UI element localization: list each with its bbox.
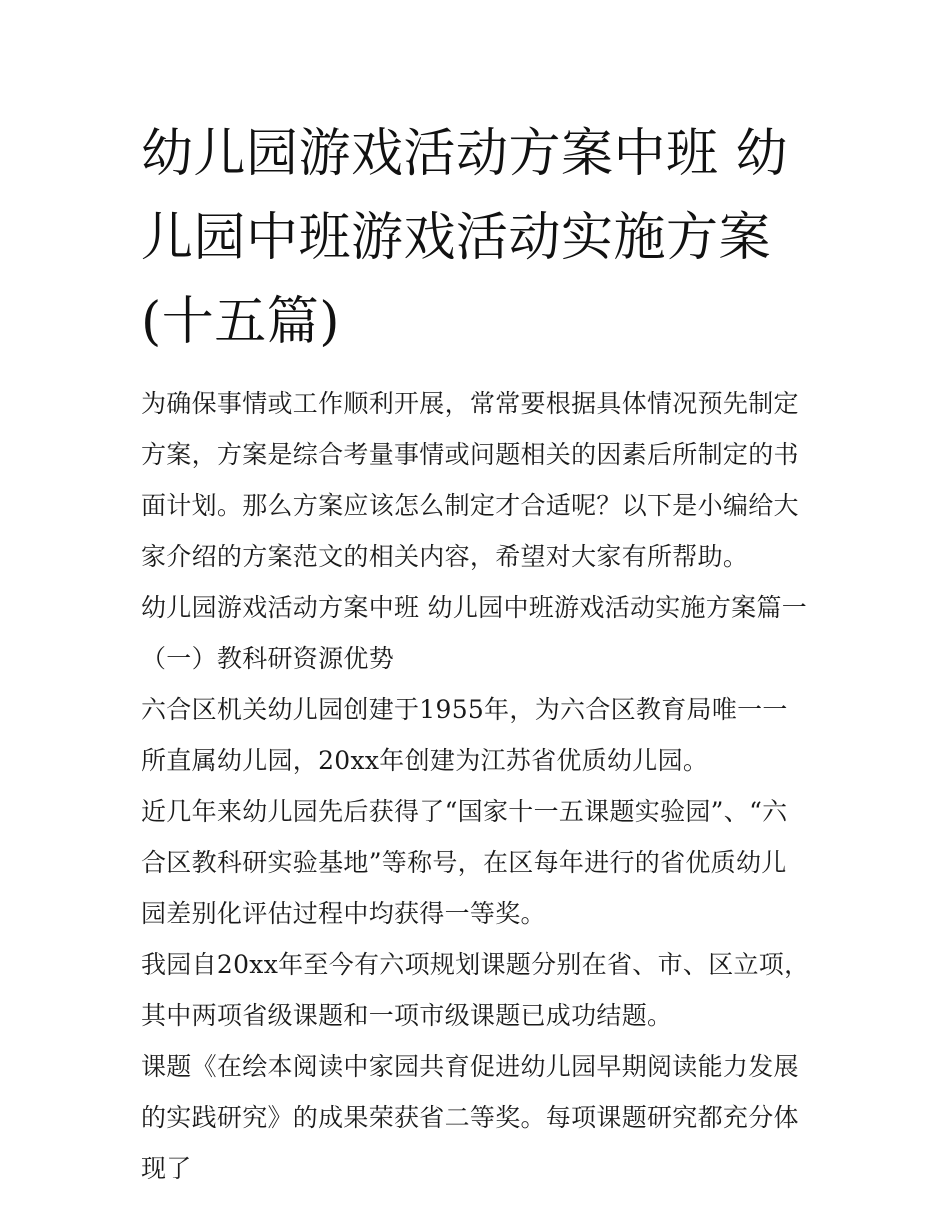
subsection-heading: （一）教科研资源优势 (141, 644, 395, 673)
document-body (141, 378, 811, 1194)
paragraph-intro: 为确保事情或工作顺利开展，常常要根据具体情况预先制定方案，方案是综合考量事情或问题相关的因素后所制定的书面计划。那么方案应该怎么制定才合适呢？以下是小编给大家介绍的方案范文的相关内容，希望对大家有所帮助。 (141, 389, 799, 571)
paragraph-honors: 近几年来幼儿园先后获得了“国家十一五课题实验园”、“六合区教科研实验基地”等称号，在区每年进行的省优质幼儿园差别化评估过程中均获得一等奖。 (141, 797, 788, 928)
document-title: 幼儿园游戏活动方案中班 幼儿园中班游戏活动实施方案(十五篇) (141, 124, 789, 352)
paragraph-results: 课题《在绘本阅读中家园共育促进幼儿园早期阅读能力发展的实践研究》的成果荣获省二等奖。每项课题研究都充分体现了 (141, 1052, 799, 1183)
paragraph-history: 六合区机关幼儿园创建于1955年，为六合区教育局唯一一所直属幼儿园，20xx年创建为江苏省优质幼儿园。 (141, 695, 788, 775)
document-page (141, 112, 811, 1194)
paragraph-projects: 我园自20xx年至今有六项规划课题分别在省、市、区立项，其中两项省级课题和一项市级课题已成功结题。 (141, 950, 810, 1030)
section-heading: 幼儿园游戏活动方案中班 幼儿园中班游戏活动实施方案篇一 (141, 593, 808, 622)
